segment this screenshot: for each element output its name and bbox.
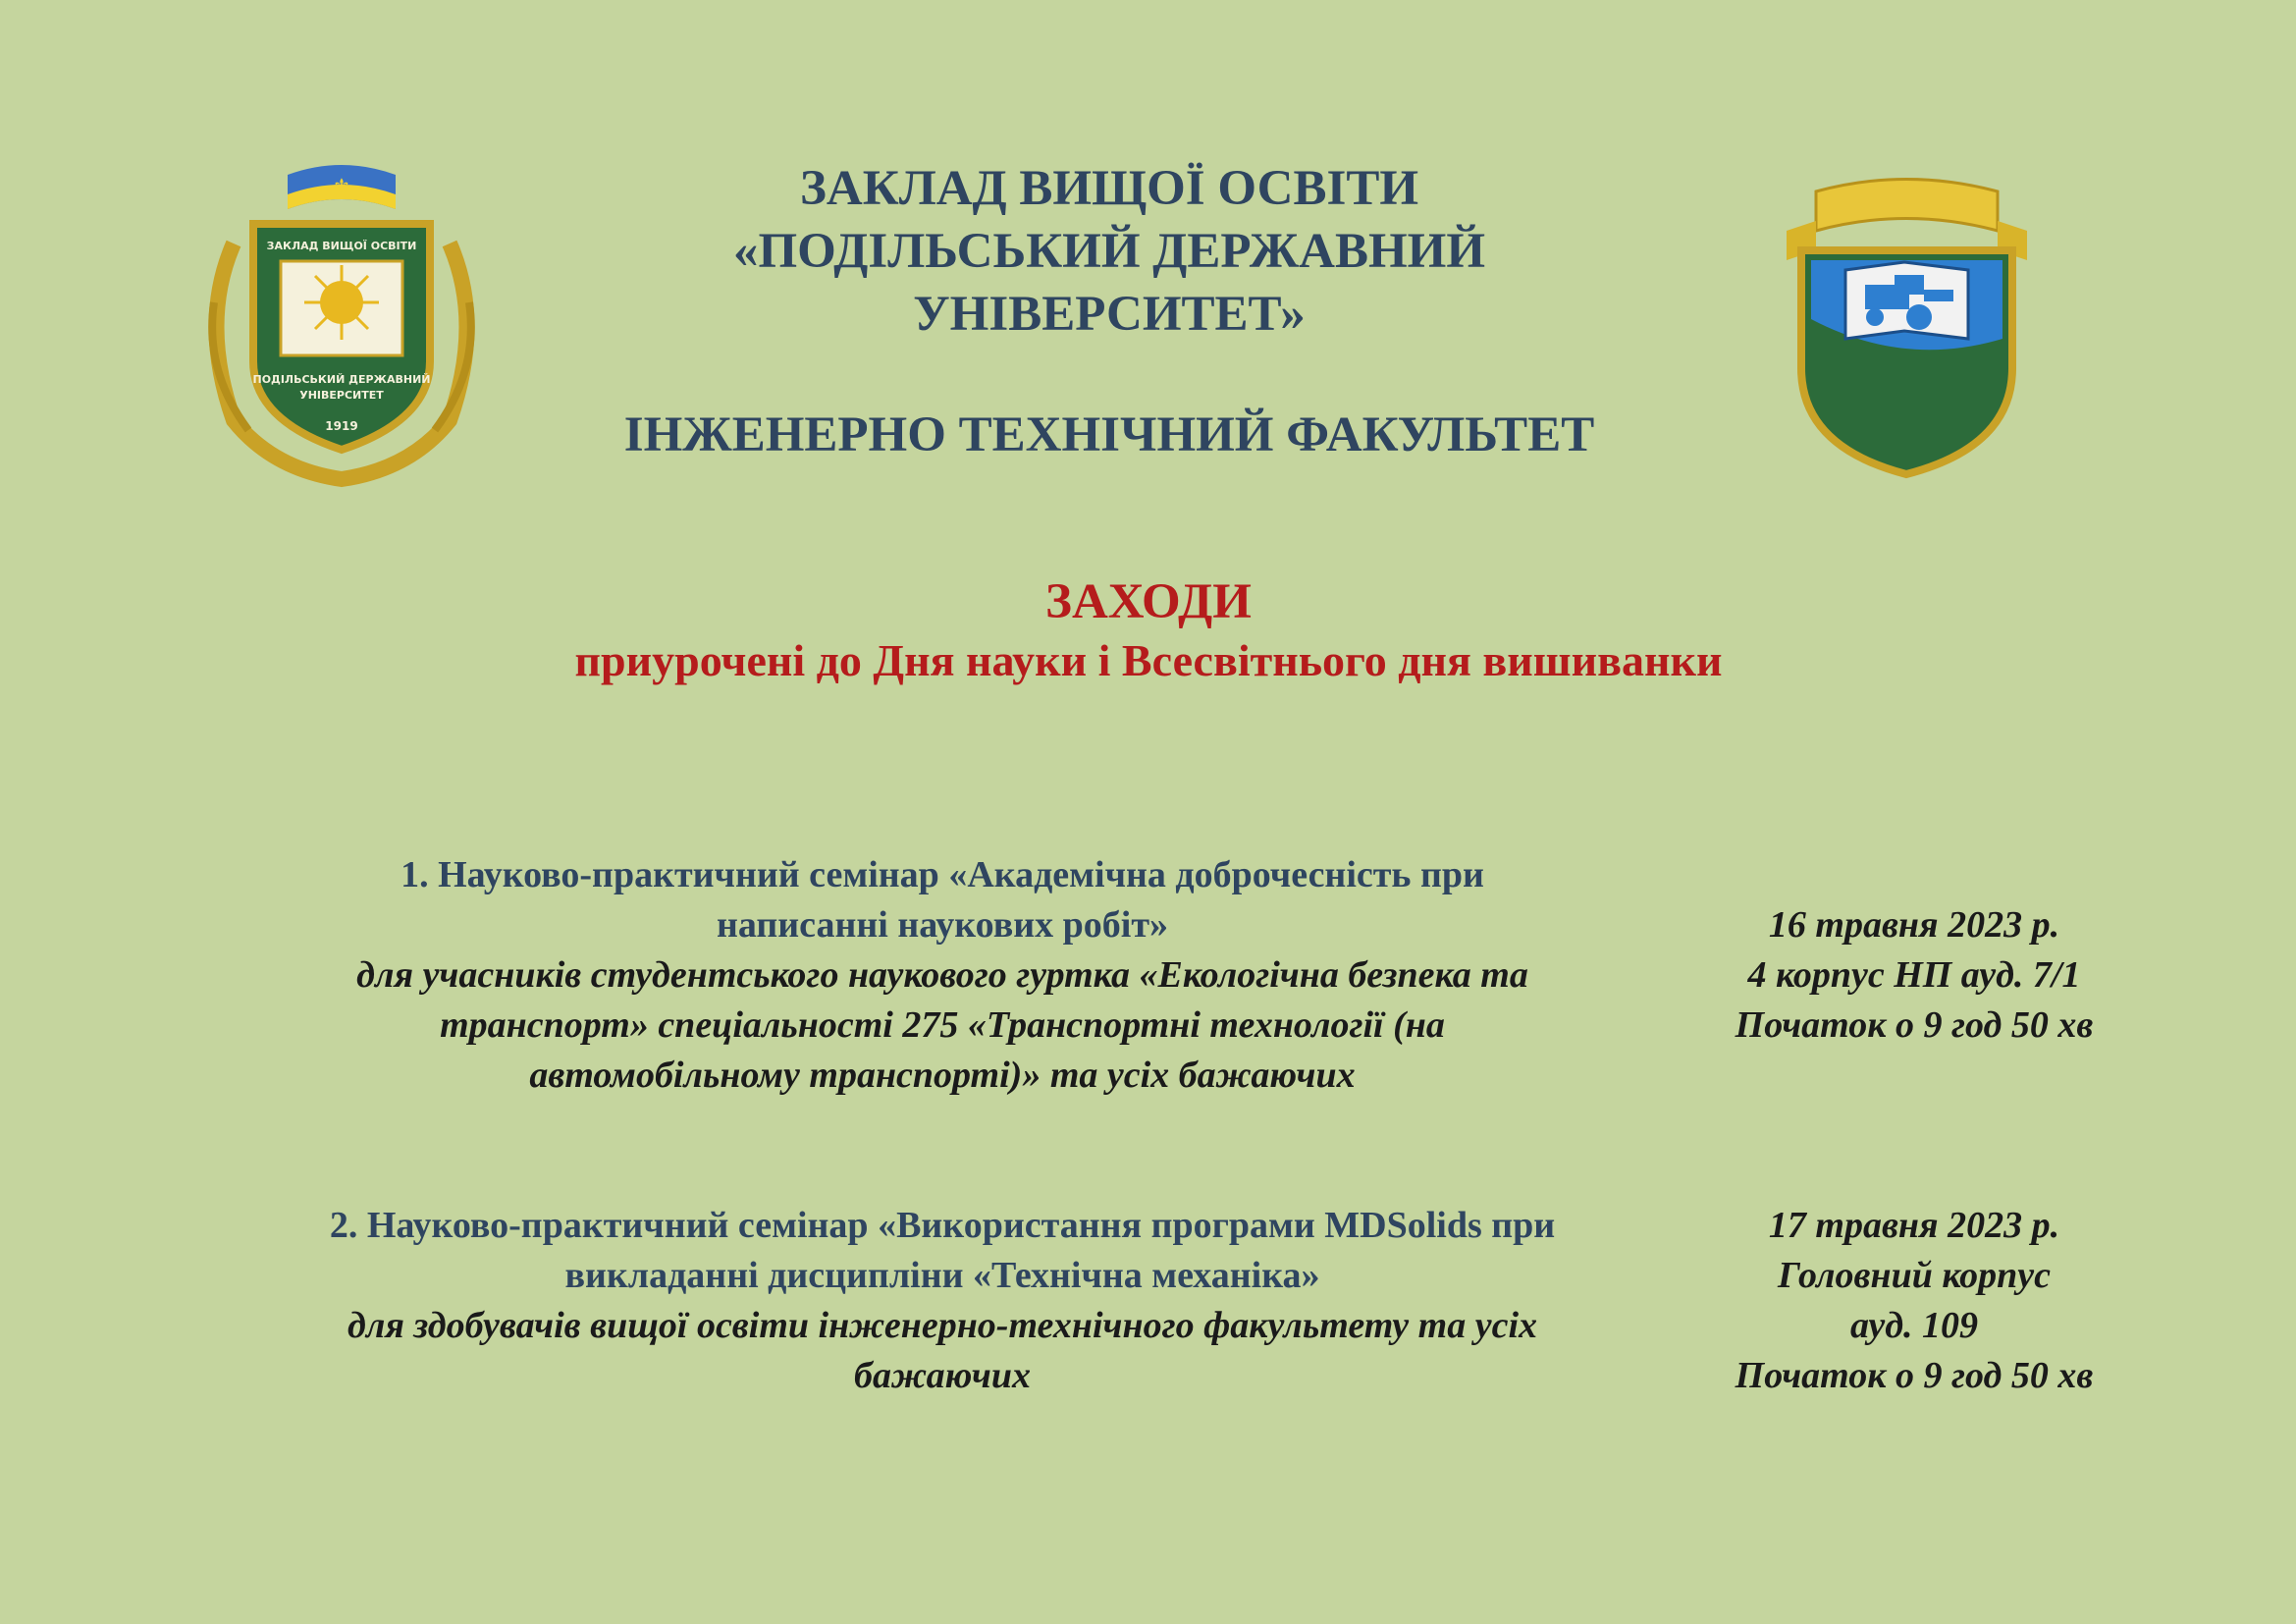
emblem-line-2: ПОДІЛЬСЬКИЙ ДЕРЖАВНИЙ [252,373,431,386]
event-1-name-line: написанні наукових робіт» [716,904,1169,946]
event-2-audience-line: для здобувачів вищої освіти інженерно-технічного факультету та усіх [347,1305,1538,1346]
event-1-details [1669,900,2160,1051]
events-subheading: приурочені до Дня науки і Всесвітнього дня вишиванки [574,635,1723,685]
event-2-date: 17 травня 2023 р. [1768,1205,2060,1246]
event-1-start-time: Початок о 9 год 50 хв [1735,1004,2094,1046]
university-name-line: ЗАКЛАД ВИЩОЇ ОСВІТИ [799,161,1419,216]
event-2-room: ауд. 109 [1849,1305,1979,1346]
event-2-audience-line: бажаючих [854,1355,1031,1396]
event-1 [206,850,1679,1101]
event-2 [206,1201,1679,1401]
faculty-name: ІНЖЕНЕРНО ТЕХНІЧНИЙ ФАКУЛЬТЕТ [623,407,1595,462]
svg-text:⚜: ⚜ [333,174,350,197]
emblem-line-3: УНІВЕРСИТЕТ [299,389,384,402]
event-2-name-line: 2. Науково-практичний семінар «Використання програми MDSolids при [329,1205,1556,1246]
event-2-start-time: Початок о 9 год 50 хв [1735,1355,2094,1396]
university-name [471,157,1747,346]
event-2-building: Головний корпус [1777,1255,2052,1296]
event-2-name-line: викладанні дисципліни «Технічна механіка» [564,1255,1320,1296]
event-1-audience-line: для учасників студентського наукового гуртка «Екологічна безпека та [356,954,1528,996]
event-1-name-line: 1. Науково-практичний семінар «Академічна доброчесність при [400,854,1484,895]
event-2-details [1669,1201,2160,1401]
university-name-line: «ПОДІЛЬСЬКИЙ ДЕРЖАВНИЙ [732,224,1486,279]
event-1-audience-line: автомобільному транспорті)» та усіх бажаючих [529,1055,1356,1096]
event-1-date: 16 травня 2023 р. [1768,904,2060,946]
emblem-line-1: ЗАКЛАД ВИЩОЇ ОСВІТИ [266,240,417,252]
event-1-audience-line: транспорт» спеціальності 275 «Транспортні технології (на [440,1004,1445,1046]
faculty-emblem-logo [1777,172,2037,481]
event-1-location: 4 корпус НП ауд. 7/1 [1747,954,2081,996]
events-title [294,572,2002,690]
university-emblem-logo [194,155,489,489]
events-heading: ЗАХОДИ [1045,574,1252,629]
university-name-line: УНІВЕРСИТЕТ» [913,287,1306,342]
emblem-year: 1919 [325,419,358,433]
